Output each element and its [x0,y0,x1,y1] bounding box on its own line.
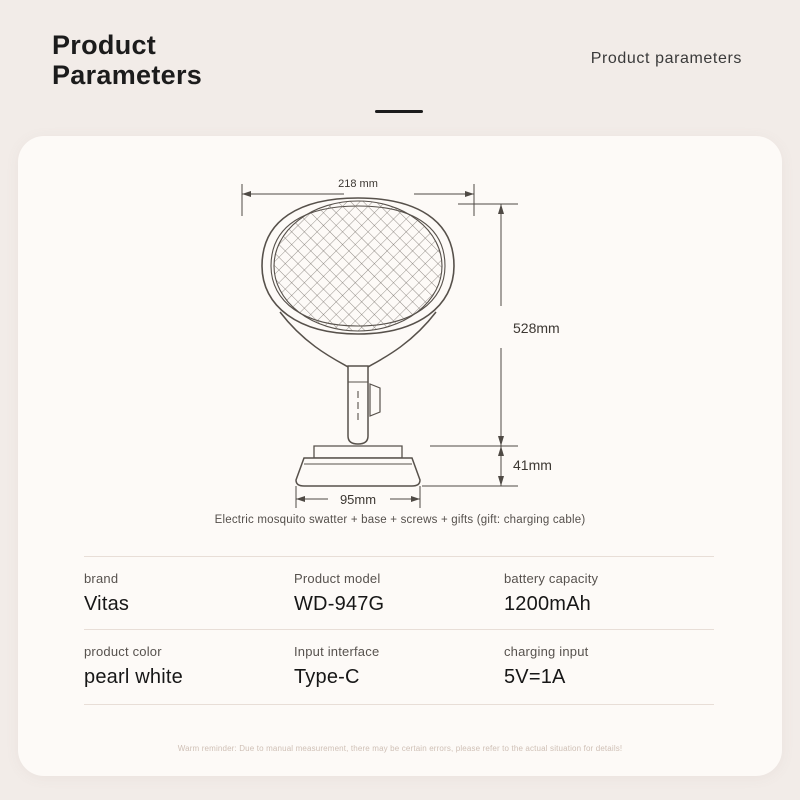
spec-label-brand: brand [84,571,119,586]
content-card [18,136,782,776]
spec-table [84,556,714,705]
dim-base-height: 41mm [513,457,552,473]
dim-height-right: 528mm [513,320,560,336]
page-subtitle: Product parameters [590,50,742,67]
spec-value-brand: Vitas [84,593,130,615]
spec-value-battery-capacity: 1200mAh [503,593,591,615]
spec-label-battery-capacity: battery capacity [503,571,599,586]
spec-value-charging-input: 5V=1A [503,666,566,688]
spec-label-input-interface: Input interface [293,644,380,659]
spec-label-charging-input: charging input [503,644,589,659]
spec-row-labels-1 [84,571,714,593]
page-title [52,30,352,90]
spec-row-labels-2 [84,644,714,666]
spec-label-product-model: Product model [293,571,381,586]
spec-value-product-color: pearl white [84,666,183,688]
spec-value-product-model: WD-947G [293,593,385,615]
product-dimension-diagram [18,136,782,536]
page-header [0,0,800,130]
spec-divider-bottom [84,704,714,705]
spec-row-values-2 [84,666,714,702]
spec-label-product-color: product color [84,644,162,659]
title-divider [375,110,423,113]
dim-base-width: 95mm [339,492,377,507]
spec-divider-top [84,556,714,557]
page-title-line2: Parameters [52,60,203,91]
diagram-caption: Electric mosquito swatter + base + screws + gifts (gift: charging cable) [214,514,586,526]
footer-disclaimer: Warm reminder: Due to manual measurement, there may be certain errors, please refer to the actual situation for details! [177,744,623,753]
dim-width-top: 218 mm [338,178,378,190]
spec-value-input-interface: Type-C [293,666,360,688]
spec-divider-middle [84,629,714,630]
page-title-line1: Product [52,30,157,60]
spec-row-values-1 [84,593,714,629]
